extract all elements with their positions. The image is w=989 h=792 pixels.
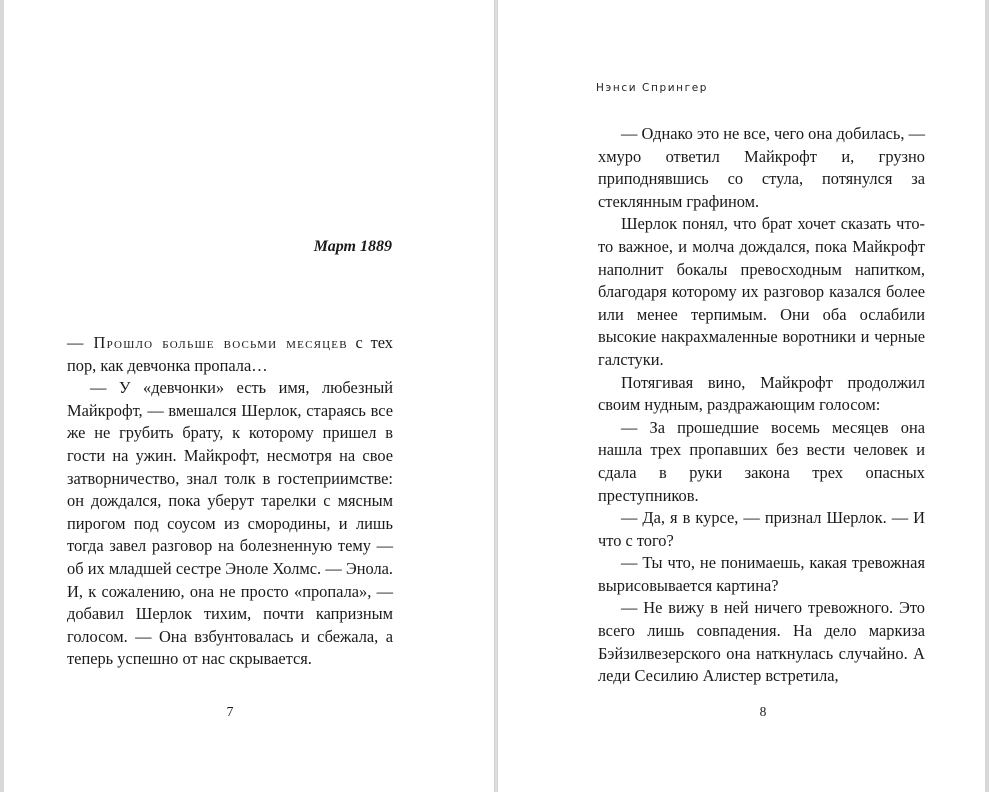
- paragraph: — Да, я в курсе, — признал Шерлок. — И что с того?: [598, 508, 925, 550]
- paragraph: — Ты что, не понимаешь, какая тревожная вырисовывается картина?: [598, 553, 925, 595]
- paragraph: — За прошедшие восемь месяцев она нашла трех пропавших без вести человек и сдала в руки закона трех опасных преступников.: [598, 417, 925, 505]
- paragraph: — У «девчонки» есть имя, любезный Майкрофт, — вмешался Шерлок, стараясь все же не грубить брату, к которому пришел в гости на ужин. Майкрофт, несмотря на свое затворничество, знал толк в гостеприимстве: он дождался, пока уберут тарелки с мясным пирогом под соусом из смородины, и лишь тогда завел разговор на болезненную тему — об их младшей сестре Эноле Холмс. — Энола. И, к сожалению, она не просто «пропала», — добавил Шерлок тихим, почти капризным голосом. — Она взбунтовалась и сбежала, а теперь успешно от нас скрывается.: [67, 378, 393, 669]
- running-head-author: Нэнси Спрингер: [596, 82, 709, 94]
- right-page-text: [598, 123, 925, 688]
- paragraph: — Не вижу в ней ничего тревожного. Это всего лишь совпадения. На дело маркиза Бэйзилвезерского она наткнулась случайно. А леди Сесилию Алистер встретила,: [598, 598, 925, 686]
- right-page: [498, 0, 989, 792]
- paragraph: [67, 332, 393, 377]
- left-page-text: [67, 332, 393, 671]
- paragraph-lead: — Прошло больше восьми месяцев: [67, 333, 348, 352]
- page-number: 7: [226, 704, 234, 719]
- page-edge-right: [985, 0, 989, 792]
- paragraph: — Однако это не все, чего она добилась, — хмуро ответил Майкрофт и, грузно приподнявшись со стула, потянулся за стеклянным графином.: [598, 124, 925, 211]
- chapter-date: Март 1889: [313, 238, 392, 255]
- paragraph: Шерлок понял, что брат хочет сказать что-то важное, и молча дождался, пока Майкрофт наполнит бокалы превосходным напитком, благодаря которому их разговор казался более или менее терпимым. Они оба ослабили высокие накрахмаленные воротники и черные галстуки.: [598, 214, 925, 369]
- paragraph-rest: с тех пор, как девчонка пропала…: [67, 333, 393, 375]
- page-edge-left: [0, 0, 4, 792]
- paragraph: Потягивая вино, Майкрофт продолжил своим нудным, раздражающим голосом:: [598, 372, 925, 415]
- page-number: 8: [759, 704, 767, 719]
- left-page: [0, 0, 494, 792]
